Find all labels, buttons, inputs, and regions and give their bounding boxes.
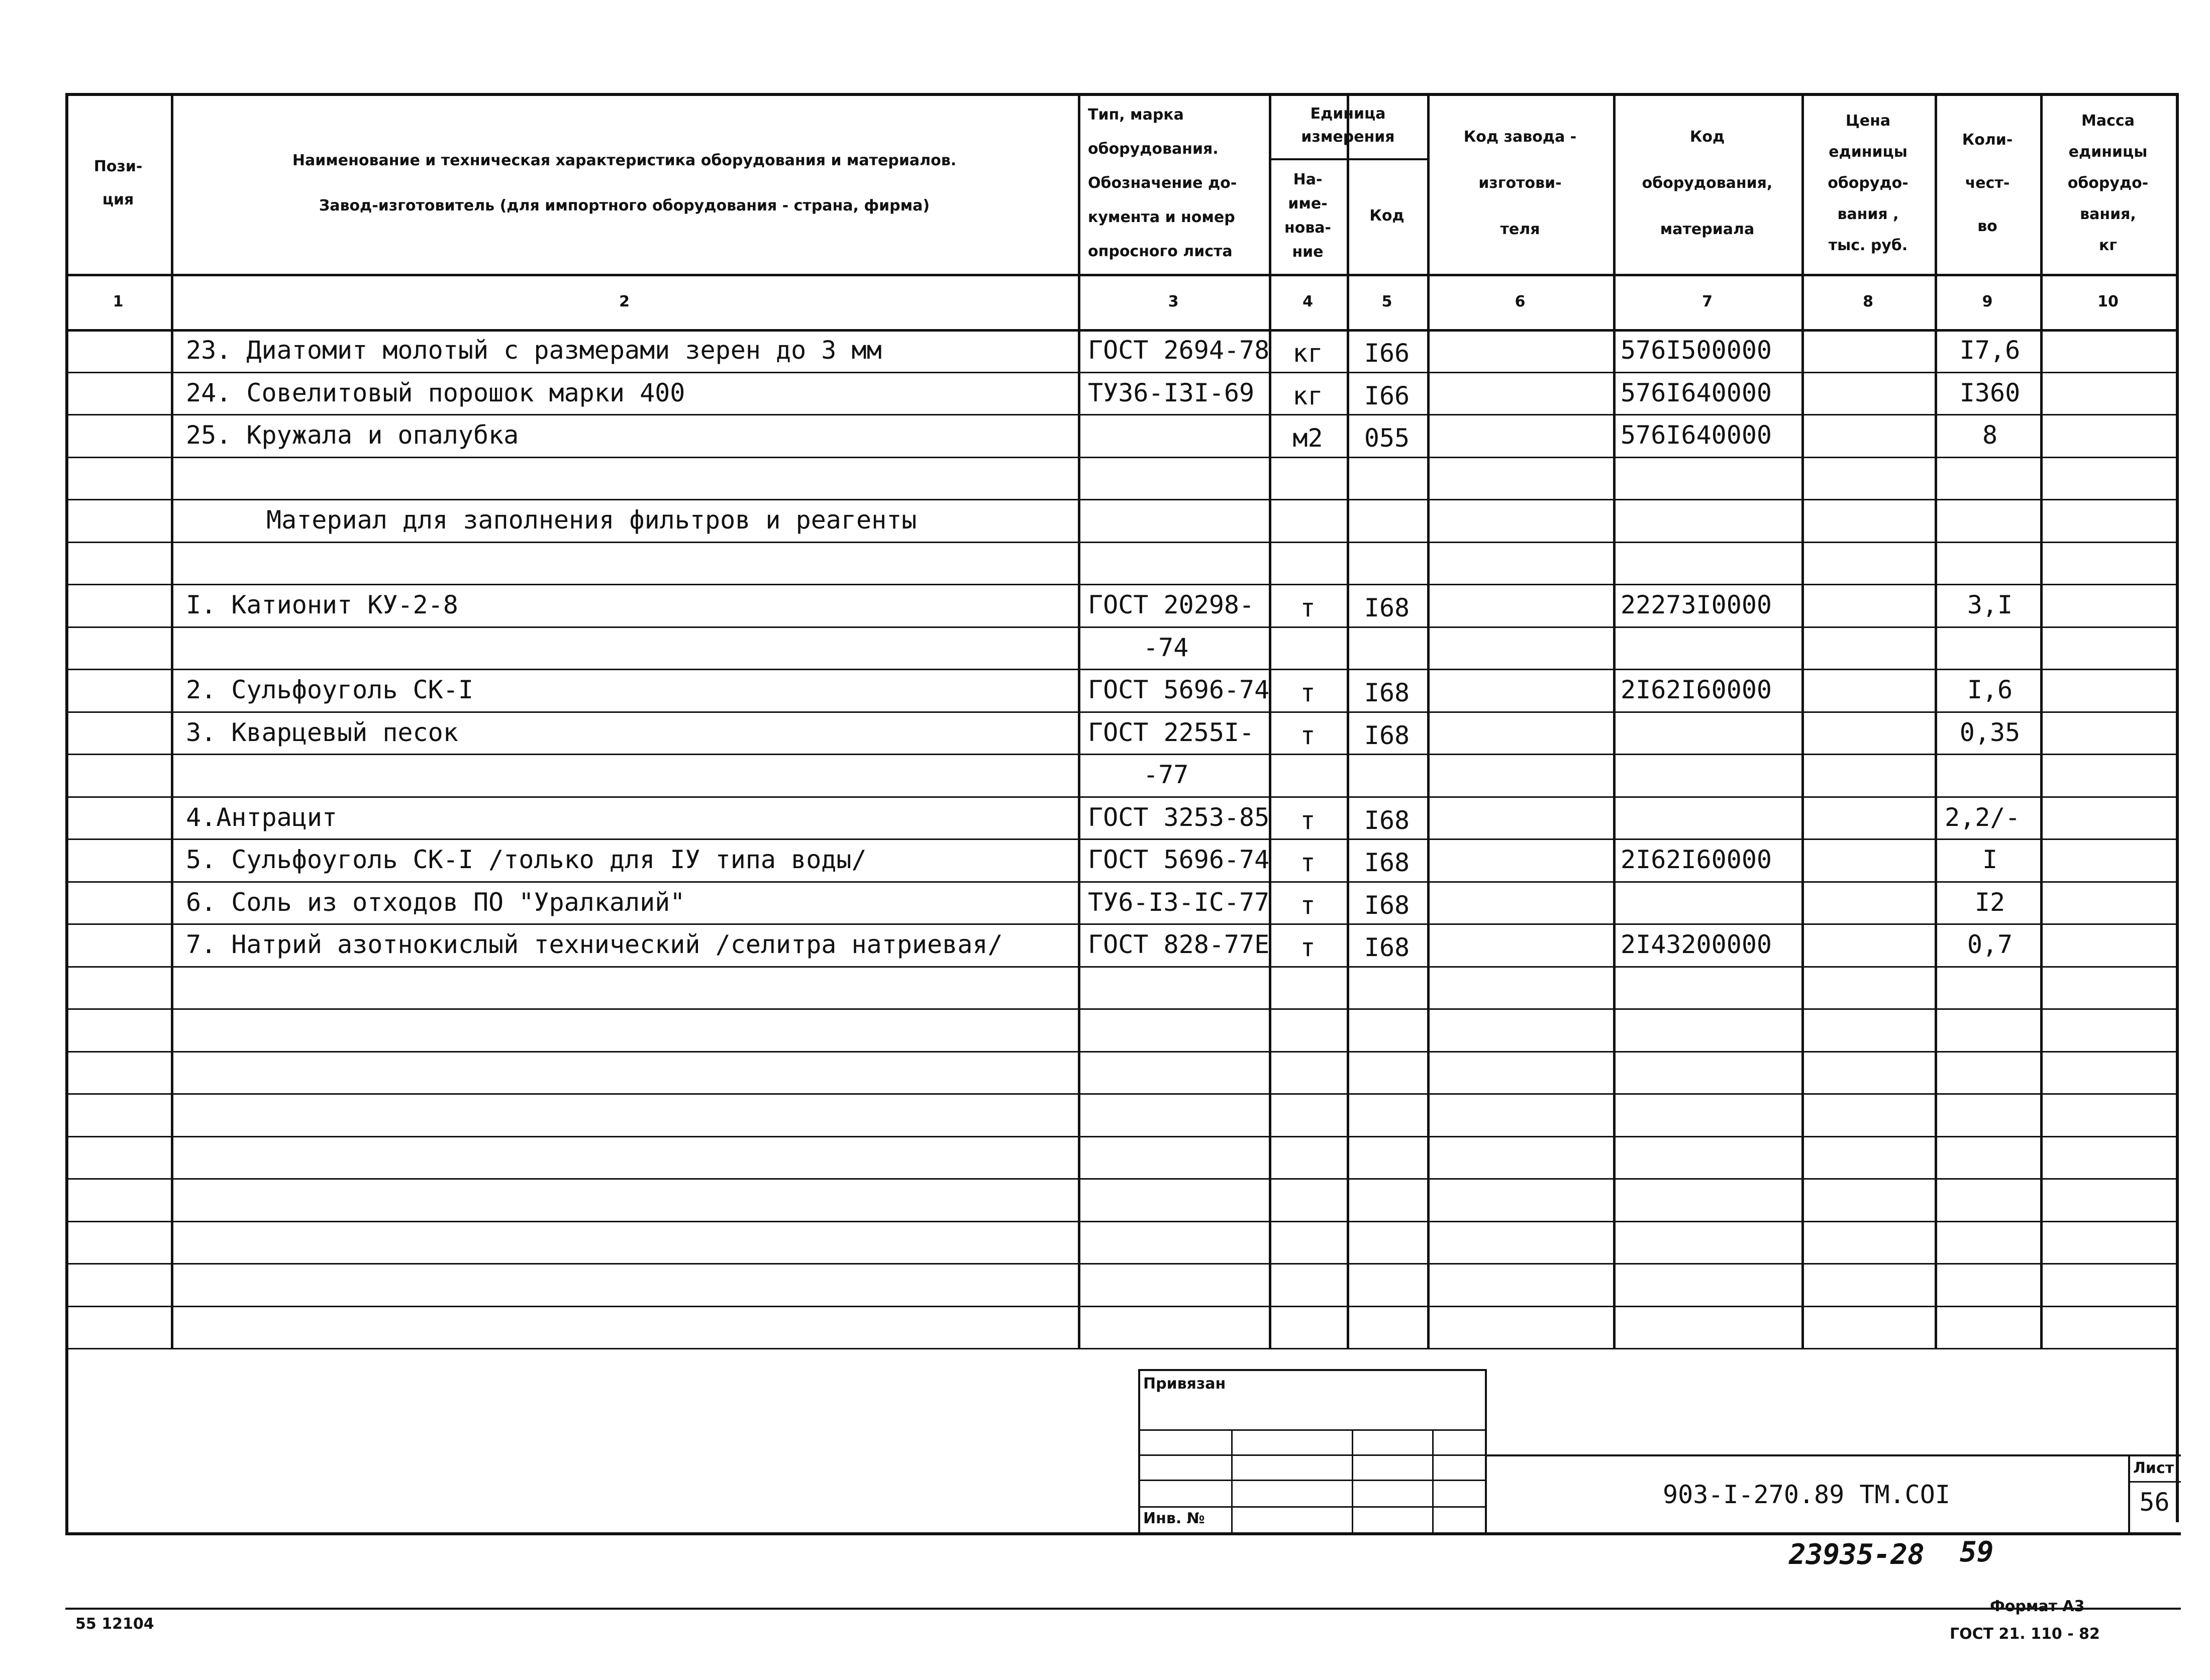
row-unit-code: 055: [1364, 424, 1410, 453]
row-rule: [65, 457, 2176, 458]
row-name: 25. Кружала и опалубка: [186, 421, 519, 450]
stamp-col: [1432, 1429, 1434, 1532]
row-unit-code: I68: [1364, 593, 1410, 622]
row-unit-code: I68: [1364, 720, 1410, 750]
row-name: 4.Антрацит: [186, 802, 338, 832]
stamp-inventory-label: Инв. №: [1143, 1510, 1205, 1527]
row-name: 6. Соль из отходов ПО "Уралкалий": [186, 887, 685, 917]
column-divider-1: [171, 93, 173, 1348]
stamp-left: [1138, 1369, 1140, 1532]
row-document: ГОСТ 20298-: [1088, 590, 1255, 619]
row-equipment-code: 2I62I60000: [1621, 675, 1772, 704]
row-rule: [65, 754, 2176, 755]
sheet-number: 56: [2139, 1488, 2170, 1517]
row-name: 3. Кварцевый песок: [186, 717, 458, 747]
row-rule: [65, 626, 2176, 628]
row-rule: [65, 966, 2176, 968]
row-unit-code: I68: [1364, 805, 1410, 835]
row-quantity: 8: [1982, 421, 1998, 450]
row-quantity: 0,35: [1959, 717, 2021, 747]
row-equipment-code: 2I43200000: [1621, 930, 1772, 959]
header-unit-group: Единица измерения: [1301, 105, 1395, 146]
row-rule: [65, 1263, 2176, 1265]
row-equipment-code: 576I640000: [1621, 421, 1772, 450]
column-number-7: 7: [1702, 293, 1713, 310]
row-equipment-code: 576I640000: [1621, 378, 1772, 407]
row-rule: [65, 1093, 2176, 1095]
header-unit-mass: Масса единицы оборудо- вания, кг: [2067, 112, 2149, 254]
row-rule: [65, 669, 2176, 670]
table-top-border: [65, 93, 2176, 96]
title-block-top: [1485, 1454, 2181, 1456]
row-equipment-code: 576I500000: [1621, 336, 1772, 365]
row-rule: [65, 1008, 2176, 1010]
column-number-2: 2: [619, 293, 630, 310]
row-document: ГОСТ 5696-74: [1088, 845, 1270, 874]
sheet-label: Лист: [2133, 1459, 2174, 1477]
row-rule: [65, 1178, 2176, 1180]
row-unit-name: т: [1300, 933, 1316, 962]
row-unit-name: т: [1300, 720, 1316, 750]
column-number-4: 4: [1302, 293, 1313, 310]
row-rule: [65, 796, 2176, 798]
header-bottom-border: [65, 274, 2176, 276]
row-unit-name: т: [1300, 848, 1316, 877]
stamp-col: [1231, 1429, 1233, 1532]
header-unit-name: На- име- нова- ние: [1284, 171, 1332, 261]
row-unit-code: I68: [1364, 890, 1410, 920]
row-unit-code: I66: [1364, 381, 1410, 410]
row-quantity: I2: [1974, 887, 2005, 917]
stamp-privyazan-label: Привязан: [1143, 1375, 1226, 1393]
column-divider-2: [1078, 93, 1080, 1348]
row-unit-name: кг: [1292, 381, 1323, 410]
row-document: ТУ6-I3-IC-77: [1088, 887, 1270, 917]
column-number-8: 8: [1863, 293, 1873, 310]
row-unit-name: м2: [1292, 424, 1323, 453]
row-quantity: I: [1982, 845, 1998, 874]
row-quantity: 3,I: [1967, 590, 2013, 619]
row-document: ГОСТ 2694-78: [1088, 336, 1270, 365]
row-rule: [65, 1136, 2176, 1137]
unit-group-divider: [1269, 158, 1427, 160]
header-unit-code: Код: [1369, 207, 1404, 225]
row-document: ГОСТ 828-77Е: [1088, 930, 1270, 959]
column-number-6: 6: [1515, 293, 1526, 310]
row-equipment-code: 2I62I60000: [1621, 845, 1772, 874]
row-rule: [65, 1306, 2176, 1307]
column-number-1: 1: [113, 293, 124, 310]
gost-label: ГОСТ 21. 110 - 82: [1950, 1625, 2100, 1643]
row-unit-name: т: [1300, 805, 1316, 835]
row-name: 23. Диатомит молотый с размерами зерен до 3 мм: [186, 336, 882, 365]
header-manufacturer-code: Код завода - изготови- теля: [1463, 128, 1577, 238]
row-document: ТУ36-I3I-69: [1088, 378, 1255, 407]
column-divider-7: [1801, 93, 1804, 1348]
row-name: I. Катионит КУ-2-8: [186, 590, 458, 619]
column-divider-9: [2040, 93, 2043, 1348]
row-quantity: I7,6: [1959, 336, 2021, 365]
row-unit-code: I68: [1364, 933, 1410, 962]
row-name: 7. Натрий азотнокислый технический /селитра натриевая/: [186, 930, 1003, 959]
header-name: Наименование и техническая характеристика оборудования и материалов. Завод-изготовитель (для импортного оборудования - страна, фирма): [292, 152, 957, 215]
page-bottom-rule: [65, 1608, 2181, 1610]
archive-number: 23935-28: [1789, 1538, 1925, 1571]
form-code: 55 12104: [75, 1615, 154, 1633]
row-rule: [65, 1051, 2176, 1053]
row-unit-name: т: [1300, 593, 1316, 622]
frame-bottom-border: [65, 1532, 2181, 1535]
row-unit-name: т: [1300, 890, 1316, 920]
row-unit-code: I68: [1364, 678, 1410, 707]
archive-page: 59: [1960, 1536, 1994, 1568]
column-divider-8: [1935, 93, 1937, 1348]
row-unit-name: кг: [1292, 339, 1323, 368]
format-label: Формат А3: [1990, 1598, 2085, 1615]
column-number-9: 9: [1982, 293, 1993, 310]
row-document: ГОСТ 5696-74: [1088, 675, 1270, 704]
row-rule: [65, 542, 2176, 543]
row-rule: [65, 499, 2176, 500]
row-rule: [65, 711, 2176, 713]
header-equipment-code: Код оборудования, материала: [1642, 128, 1773, 238]
row-rule: [65, 372, 2176, 373]
row-unit-code: I66: [1364, 339, 1410, 368]
row-quantity: 0,7: [1967, 930, 2013, 959]
row-name: 24. Совелитовый порошок марки 400: [186, 378, 685, 407]
column-divider-5: [1427, 93, 1430, 1348]
row-rule: [65, 881, 2176, 883]
row-rule: [65, 1348, 2176, 1349]
row-quantity: I360: [1959, 378, 2021, 407]
header-unit-price: Цена единицы оборудо- вания , тыс. руб.: [1828, 112, 1908, 254]
row-unit-name: т: [1300, 678, 1316, 707]
row-rule: [65, 414, 2176, 415]
row-name: 5. Сульфоуголь СК-I /только для IУ типа воды/: [186, 845, 867, 874]
row-rule: [65, 923, 2176, 925]
row-rule: [65, 1221, 2176, 1222]
section-title: Материал для заполнения фильтров и реагенты: [266, 505, 917, 535]
row-document: -74: [1143, 633, 1189, 662]
row-document: ГОСТ 2255I-: [1088, 717, 1255, 747]
header-quantity: Коли- чест- во: [1962, 131, 2013, 235]
row-quantity: I,6: [1967, 675, 2013, 704]
row-document: -77: [1143, 760, 1189, 789]
row-name: 2. Сульфоуголь СК-I: [186, 675, 473, 704]
column-number-3: 3: [1168, 293, 1179, 310]
row-document: ГОСТ 3253-85: [1088, 802, 1270, 832]
column-numbers-bottom-border: [65, 329, 2176, 332]
column-number-10: 10: [2097, 293, 2119, 310]
column-number-5: 5: [1381, 293, 1392, 310]
row-rule: [65, 838, 2176, 840]
row-rule: [65, 584, 2176, 585]
row-quantity: 2,2/-: [1945, 802, 2021, 832]
row-equipment-code: 22273I0000: [1621, 590, 1772, 619]
column-divider-6: [1613, 93, 1616, 1348]
stamp-top: [1138, 1369, 1485, 1371]
stamp-col: [1352, 1429, 1353, 1532]
document-code: 903-I-270.89 ТМ.COI: [1663, 1480, 1950, 1509]
right-border: [2176, 93, 2179, 1522]
row-unit-code: I68: [1364, 848, 1410, 877]
header-type-document: Тип, марка оборудования. Обозначение до- кумента и номер опросного листа: [1088, 106, 1237, 260]
sheet-label-divider: [2128, 1481, 2181, 1483]
header-position: Пози- ция: [93, 158, 143, 208]
